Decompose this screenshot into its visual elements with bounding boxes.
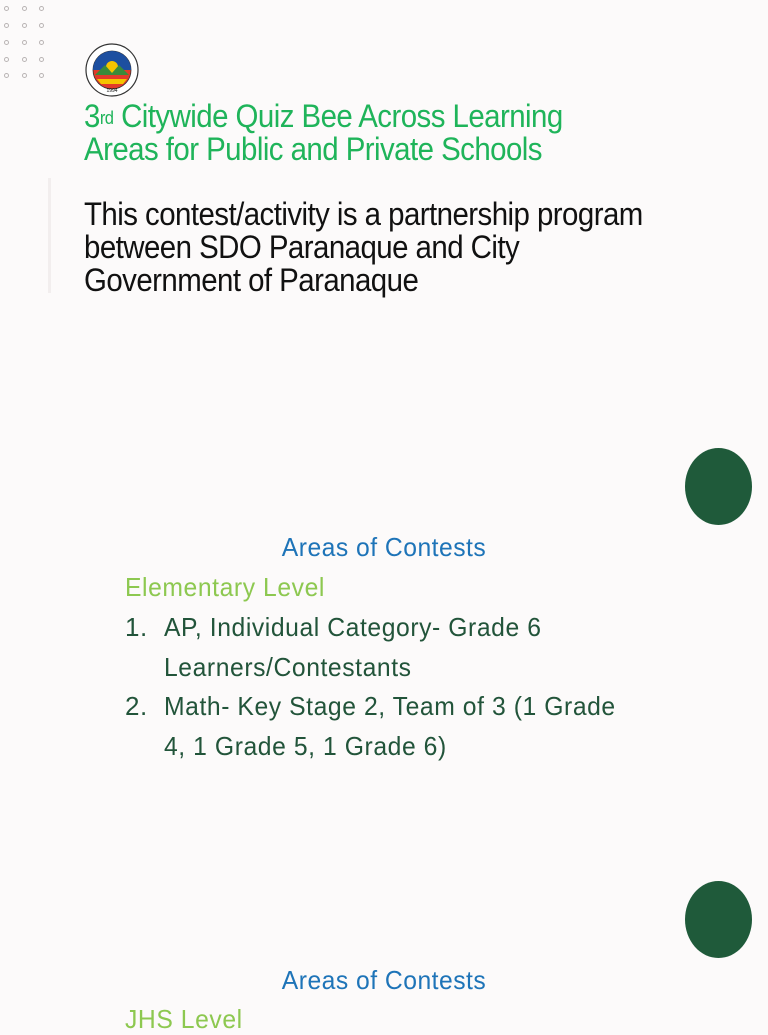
- partnership-statement: This contest/activity is a partnership program between SDO Paranaque and City Government of Paranaque: [84, 196, 643, 298]
- decorative-green-circle: [685, 448, 752, 525]
- list-item: [125, 608, 665, 687]
- section-title: Areas of Contests: [281, 532, 487, 562]
- list-item: [125, 687, 665, 766]
- seal-year: 1994: [106, 88, 118, 94]
- contest-list: [125, 608, 665, 766]
- list-item-number: 2.: [125, 691, 148, 721]
- page-title: 3rd Citywide Quiz Bee Across Learning Areas for Public and Private Schools: [84, 98, 563, 167]
- list-item-number: 1.: [125, 612, 148, 642]
- list-item-text: AP, Individual Category- Grade 6 Learners/Contestants: [164, 612, 542, 682]
- level-heading: JHS Level: [125, 1004, 243, 1034]
- section-title: Areas of Contests: [281, 965, 487, 995]
- decorative-dot-grid: [4, 6, 48, 82]
- list-item-text: Math- Key Stage 2, Team of 3 (1 Grade 4, 1 Grade 5, 1 Grade 6): [164, 691, 616, 761]
- slide-divider-bar: [48, 178, 51, 293]
- decorative-green-circle: [685, 881, 752, 958]
- level-heading: Elementary Level: [125, 572, 325, 602]
- division-seal-logo: [85, 43, 139, 97]
